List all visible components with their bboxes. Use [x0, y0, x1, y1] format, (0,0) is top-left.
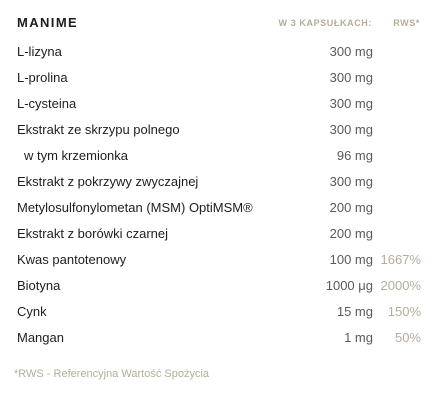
rws-column-header: RWS*: [393, 18, 420, 28]
ingredient-table: [17, 39, 422, 351]
table-row: [17, 91, 422, 117]
table-row: [17, 273, 422, 299]
table-row: [17, 169, 422, 195]
ingredient-name: Ekstrakt z borówki czarnej: [17, 226, 168, 241]
ingredient-amount: 300 mg: [329, 174, 373, 189]
ingredient-amount: 200 mg: [329, 226, 373, 241]
ingredient-rws: 1667%: [380, 252, 421, 267]
ingredient-name: Biotyna: [17, 278, 61, 293]
ingredient-name: Kwas pantotenowy: [17, 252, 127, 267]
ingredient-name: Mangan: [17, 330, 64, 345]
table-row: [17, 325, 422, 351]
ingredient-name: Ekstrakt z pokrzywy zwyczajnej: [17, 174, 199, 189]
ingredient-name: L-cysteina: [17, 96, 77, 111]
ingredient-amount: 1 mg: [344, 330, 373, 345]
ingredient-amount: 100 mg: [329, 252, 373, 267]
rws-footnote: *RWS - Referencyjna Wartość Spożycia: [14, 368, 210, 380]
table-header: [17, 14, 422, 32]
ingredient-rws: 50%: [394, 330, 421, 345]
ingredient-amount: 300 mg: [329, 122, 373, 137]
table-row: [17, 299, 422, 325]
ingredient-amount: 15 mg: [336, 304, 373, 319]
ingredient-name: Ekstrakt ze skrzypu polnego: [17, 122, 180, 137]
table-row: [17, 247, 422, 273]
table-row: [17, 65, 422, 91]
ingredient-name: Cynk: [17, 304, 47, 319]
ingredient-name: w tym krzemionka: [24, 148, 129, 163]
table-row: [17, 117, 422, 143]
table-row: [17, 195, 422, 221]
brand-title: MANIME: [17, 15, 79, 30]
table-row-subitem: [17, 143, 422, 169]
ingredient-rws: 150%: [387, 304, 421, 319]
ingredient-amount: 96 mg: [336, 148, 373, 163]
ingredient-amount: 300 mg: [329, 96, 373, 111]
ingredient-amount: 1000 μg: [325, 278, 373, 293]
ingredient-name: Metylosulfonylometan (MSM) OptiMSM®: [17, 200, 253, 215]
ingredient-name: L-prolina: [17, 70, 68, 85]
table-row: [17, 221, 422, 247]
ingredient-amount: 300 mg: [329, 44, 373, 59]
ingredient-rws: 2000%: [380, 278, 421, 293]
ingredient-amount: 200 mg: [329, 200, 373, 215]
ingredient-name: L-lizyna: [17, 44, 62, 59]
amount-column-header: W 3 KAPSUŁKACH:: [278, 18, 372, 28]
ingredient-amount: 300 mg: [329, 70, 373, 85]
table-row: [17, 39, 422, 65]
